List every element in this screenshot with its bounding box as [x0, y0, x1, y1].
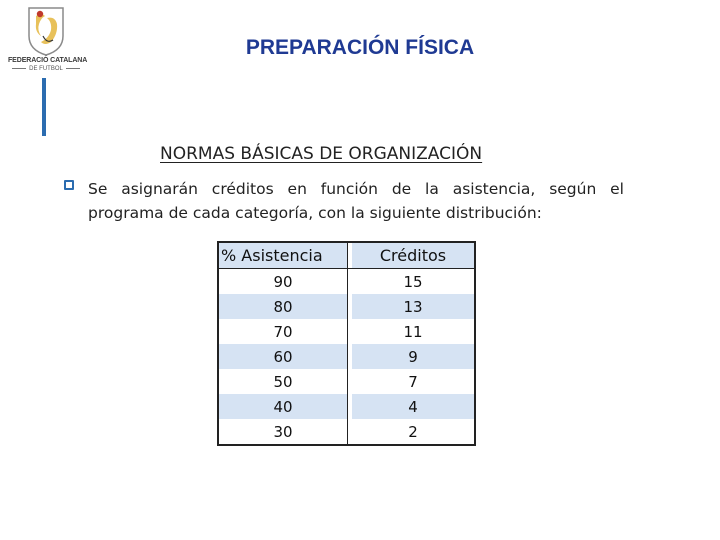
header-creditos: Créditos [352, 242, 475, 269]
accent-bar [42, 78, 46, 136]
table-row [218, 369, 475, 394]
cell-asistencia: 60 [218, 344, 348, 369]
cell-creditos: 4 [352, 394, 475, 419]
cell-creditos: 7 [352, 369, 475, 394]
cell-asistencia: 30 [218, 419, 348, 445]
cell-creditos: 15 [352, 269, 475, 295]
cell-creditos: 13 [352, 294, 475, 319]
table-row [218, 344, 475, 369]
table-row [218, 394, 475, 419]
cell-creditos: 9 [352, 344, 475, 369]
checkbox-bullet-icon [64, 180, 74, 190]
credits-table [217, 241, 476, 446]
cell-asistencia: 90 [218, 269, 348, 295]
cell-creditos: 2 [352, 419, 475, 445]
page-title: PREPARACIÓN FÍSICA [245, 36, 475, 59]
logo-sub-text: DE FUTBOL [8, 66, 84, 72]
table-row [218, 319, 475, 344]
logo-name-text: FEDERACIÓ CATALANA [8, 57, 88, 64]
cell-asistencia: 80 [218, 294, 348, 319]
bullet-text: Se asignarán créditos en función de la asistencia, según el programa de cada categoría, con la siguiente distribución: [88, 180, 624, 222]
table-row [218, 294, 475, 319]
cell-asistencia: 70 [218, 319, 348, 344]
cell-creditos: 11 [352, 319, 475, 344]
credits-table-wrapper [217, 241, 476, 446]
section-subtitle: NORMAS BÁSICAS DE ORGANIZACIÓN [160, 144, 483, 164]
table-row [218, 419, 475, 445]
cell-asistencia: 50 [218, 369, 348, 394]
table-header-row [218, 242, 475, 269]
cell-asistencia: 40 [218, 394, 348, 419]
header-asistencia: % Asistencia [218, 242, 348, 269]
table-row [218, 269, 475, 295]
bullet-item [64, 177, 624, 225]
